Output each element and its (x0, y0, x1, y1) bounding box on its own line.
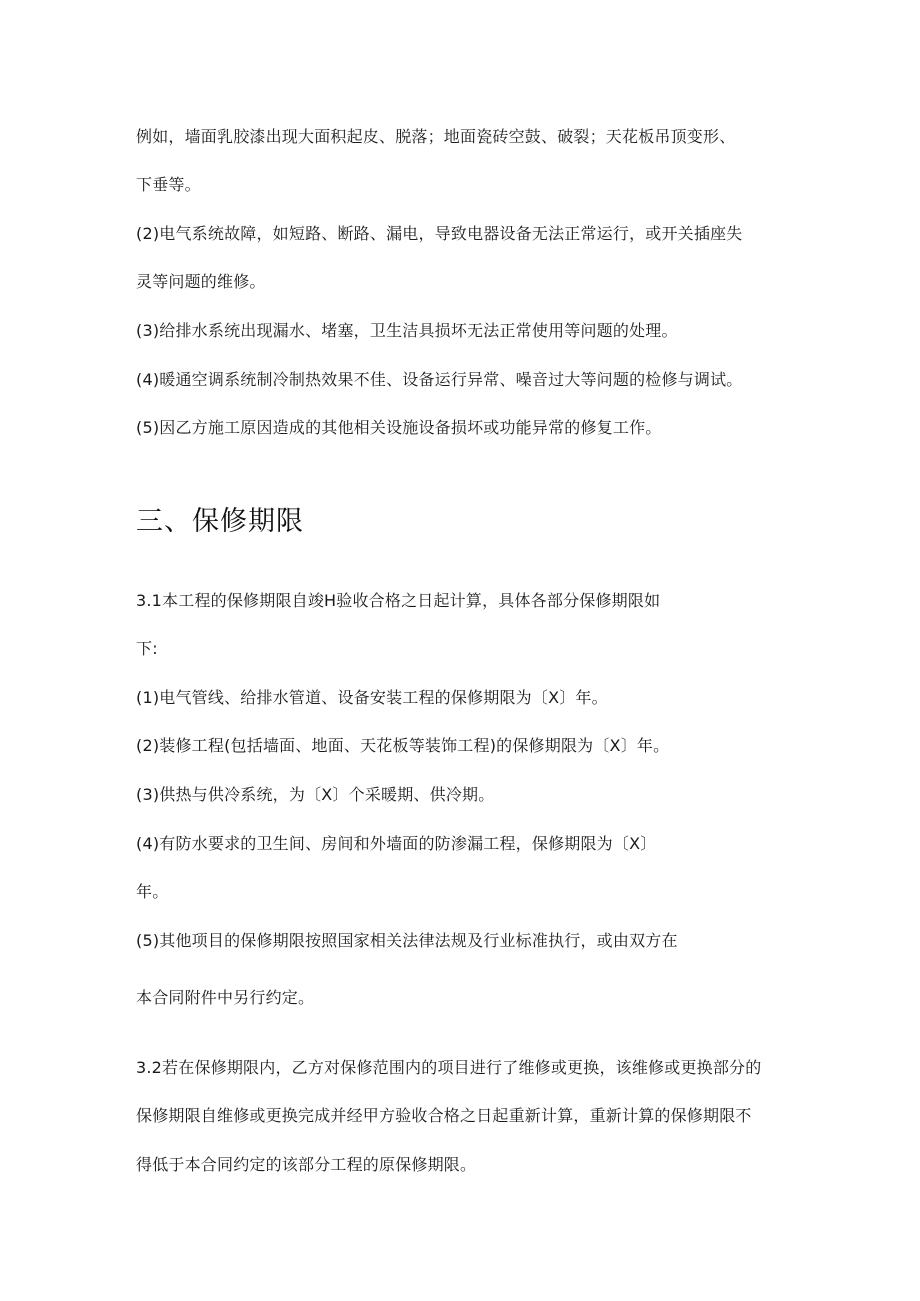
paragraph-line: 得低于本合同约定的该部分工程的原保修期限。 (136, 1155, 477, 1174)
paragraph-line: 3.2若在保修期限内，乙方对保修范围内的项目进行了维修或更换，该维修或更换部分的 (136, 1058, 762, 1077)
paragraph-line: 保修期限自维修或更换完成并经甲方验收合格之日起重新计算，重新计算的保修期限不 (136, 1106, 752, 1125)
paragraph-line: 年。 (136, 882, 169, 901)
paragraph-line: 下垂等。 (136, 175, 201, 194)
paragraph-line: (2)电气系统故障，如短路、断路、漏电，导致电器设备无法正常运行，或开关插座失 (136, 224, 743, 243)
paragraph-line: (3)供热与供冷系统，为〔X〕个采暖期、供冷期。 (136, 785, 495, 804)
paragraph-line: (1)电气管线、给排水管道、设备安装工程的保修期限为〔X〕年。 (136, 688, 608, 707)
paragraph-line: 灵等问题的维修。 (136, 272, 266, 291)
paragraph-line: 下: (136, 639, 158, 658)
paragraph-line: (4)暖通空调系统制冷制热效果不佳、设备运行异常、噪音过大等问题的检修与调试。 (136, 370, 743, 389)
paragraph-line: (5)其他项目的保修期限按照国家相关法律法规及行业标准执行，或由双方在 (136, 931, 678, 950)
paragraph-line: (2)装修工程(包括墙面、地面、天花板等装饰工程)的保修期限为〔X〕年。 (136, 736, 670, 755)
paragraph-line: (3)给排水系统出现漏水、堵塞，卫生洁具损坏无法正常使用等问题的处理。 (136, 321, 678, 340)
paragraph-line: (4)有防水要求的卫生间、房间和外墙面的防渗漏工程，保修期限为〔X〕 (136, 834, 657, 853)
section-heading: 三、保修期限 (136, 506, 304, 537)
paragraph-line: 例如，墙面乳胶漆出现大面积起皮、脱落；地面瓷砖空鼓、破裂；天花板吊顶变形、 (136, 127, 736, 146)
paragraph-line: (5)因乙方施工原因造成的其他相关设施设备损坏或功能异常的修复工作。 (136, 418, 662, 437)
paragraph-line: 3.1本工程的保修期限自竣H验收合格之日起计算，具体各部分保修期限如 (136, 591, 661, 610)
paragraph-line: 本合同附件中另行约定。 (136, 988, 315, 1007)
